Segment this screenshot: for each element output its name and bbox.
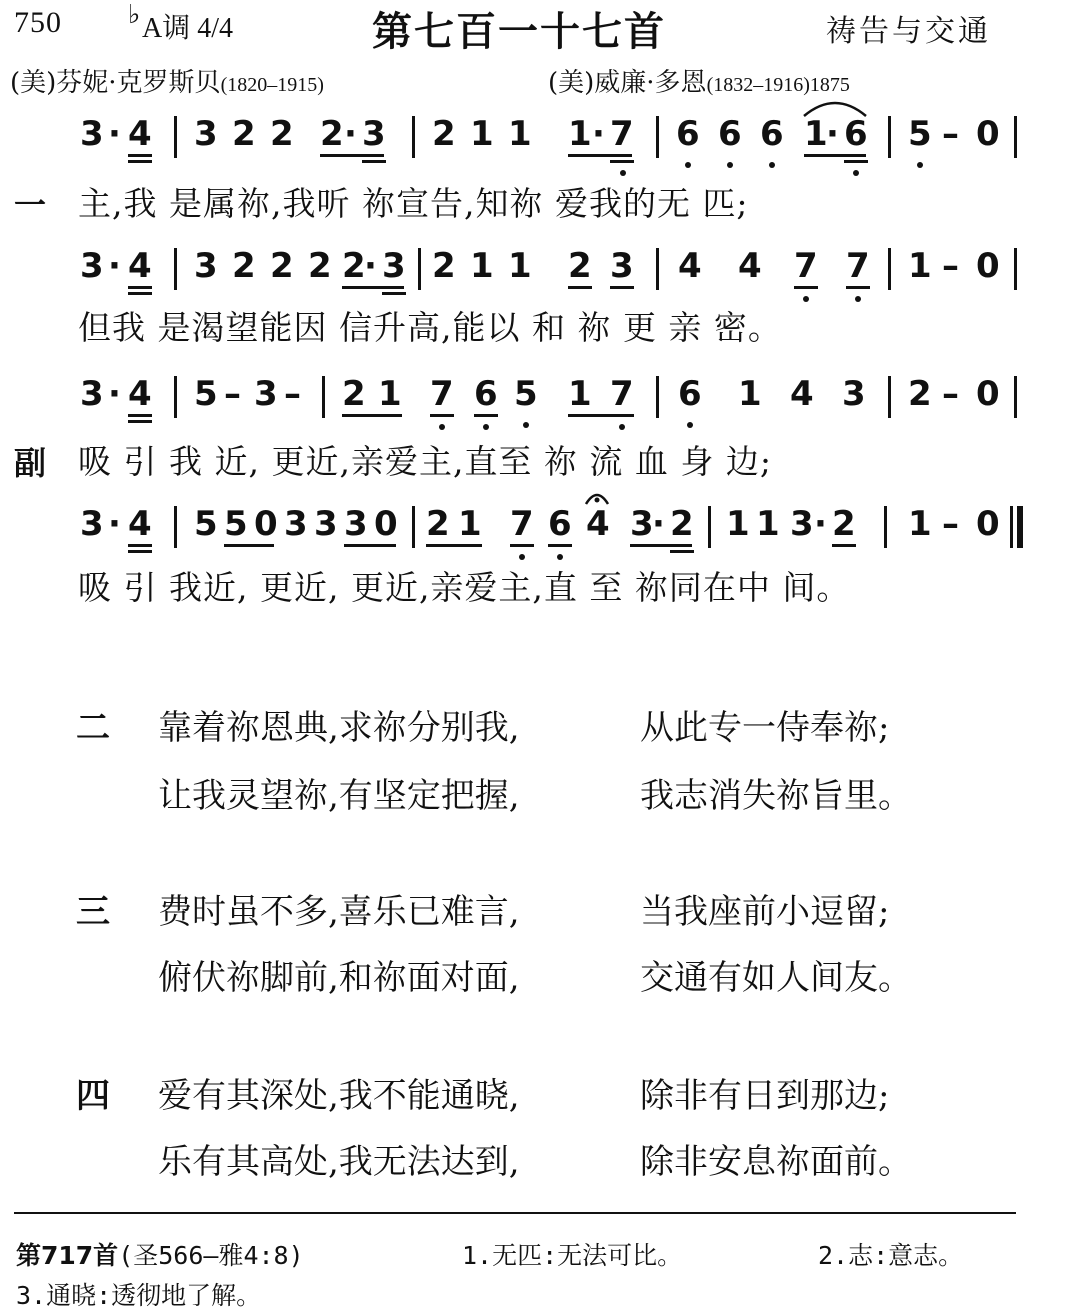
page-number: 750: [14, 6, 62, 39]
fermata-icon: [584, 488, 610, 506]
footnote-note-2: 2.志:意志。: [818, 1241, 964, 1270]
stanza-line: 乐有其高处,我无法达到,: [158, 1142, 520, 1182]
notation-line-1: 3 · 4 3 2 2 2 · 3 2 1 1 1 · 7 6 6 6 1 · 6 5 – 0: [78, 114, 1038, 168]
scripture-ref: (圣566—雅4:8): [118, 1241, 304, 1270]
verse-1-lyric-1: 主,我 是属祢,我听 祢宣告,知祢 爱我的无 匹;: [78, 184, 749, 223]
composer-years: (1832–1916)1875: [706, 74, 850, 96]
hymn-category: 祷告与交通: [826, 14, 991, 49]
lyricist-name: (美)芬妮·克罗斯贝: [10, 68, 221, 98]
stanza-number: 四: [76, 1076, 110, 1116]
stanza-line: 当我座前小逗留;: [640, 892, 890, 932]
stanza-line: 靠着祢恩典,求祢分别我,: [158, 708, 520, 748]
key-text: A调 4/4: [142, 13, 234, 44]
footnote-divider: [14, 1212, 1016, 1214]
lyricist-credit: [10, 62, 324, 99]
verse-1-mark: 一: [14, 186, 47, 224]
composer-credit: [548, 62, 850, 99]
verse-1-lyric-2: 但我 是渴望能因 信升高,能以 和 祢 更 亲 密。: [78, 308, 782, 347]
stanza-line: 费时虽不多,喜乐已难言,: [158, 892, 520, 932]
notation-line-3: 3 · 4 5 – 3 – 2 1 7 6 5 1 7 6 1 4 3 2 – 0: [78, 374, 1038, 428]
chorus-lyric-1: 吸 引 我 近, 更近,亲爱主,直至 祢 流 血 身 边;: [78, 442, 772, 481]
lyricist-years: (1820–1915): [220, 74, 324, 96]
composer-name: (美)威廉·多恩: [548, 68, 707, 98]
hymn-ref: 第717首: [16, 1241, 119, 1270]
slur-mark: [802, 96, 868, 118]
footnote-line-1: [16, 1236, 304, 1272]
notation-line-4: 3 · 4 5 5 0 3 3 3 0 2 1 7 6 4 3 · 2 1 1 3 · 2 1 – 0: [78, 504, 1038, 558]
stanza-line: 除非安息祢面前。: [640, 1142, 912, 1182]
stanza-line: 我志消失祢旨里。: [640, 776, 912, 816]
footnote-note-1: 1.无匹:无法可比。: [462, 1241, 683, 1270]
stanza-line: 俯伏祢脚前,和祢面对面,: [158, 958, 520, 998]
flat-sign-icon: ♭: [128, 0, 141, 29]
notation-line-2: 3 · 4 3 2 2 2 2 · 3 2 1 1 2 3 4 4 7 7 1 – 0: [78, 246, 1038, 300]
stanza-line: 让我灵望祢,有坚定把握,: [158, 776, 520, 816]
stanza-line: 从此专一侍奉祢;: [640, 708, 890, 748]
chorus-lyric-2: 吸 引 我近, 更近, 更近,亲爱主,直 至 祢同在中 间。: [78, 568, 851, 607]
stanza-number: 三: [76, 892, 110, 932]
chorus-mark: 副: [14, 444, 47, 482]
hymn-title: 第七百一十七首: [372, 9, 666, 55]
footnote-note-3: 3.通晓:透彻地了解。: [16, 1281, 262, 1310]
stanza-number: 二: [76, 708, 110, 748]
stanza-line: 爱有其深处,我不能通晓,: [158, 1076, 520, 1116]
key-signature: [128, 0, 234, 46]
stanza-line: 除非有日到那边;: [640, 1076, 890, 1116]
stanza-line: 交通有如人间友。: [640, 958, 912, 998]
